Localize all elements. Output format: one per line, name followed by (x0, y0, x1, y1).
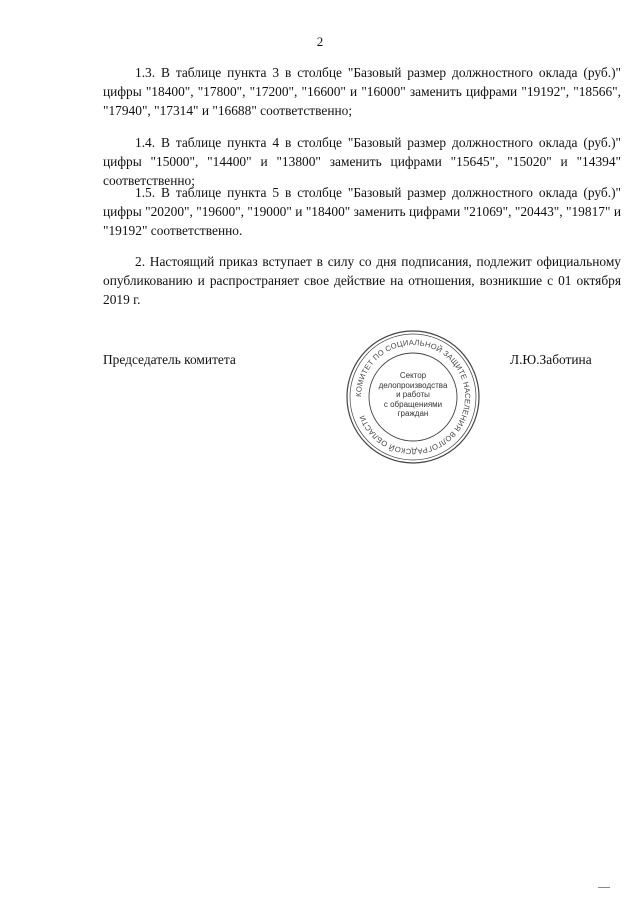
paragraph-1-5-text: 1.5. В таблице пункта 5 в столбце "Базовый размер должностного оклада (руб.)" цифры "20200", "19600", "19000" и "18400" заменить цифрами "21069", "20443", "19817" и "19192" соответственно. (103, 185, 621, 238)
stamp-ring-textpath: КОМИТЕТ ПО СОЦИАЛЬНОЙ ЗАЩИТЕ НАСЕЛЕНИЯ ВОЛГОГРАДСКОЙ ОБЛАСТИ (353, 337, 473, 457)
stamp-line-2: делопроизводства (378, 380, 448, 390)
stamp-line-5: граждан (397, 409, 429, 418)
paragraph-1-4-text: 1.4. В таблице пункта 4 в столбце "Базовый размер должностного оклада (руб.)" цифры "15000", "14400" и "13800" заменить цифрами "15645", "15020" и "14394" соответственно; (103, 135, 621, 188)
paragraph-1-4 (103, 133, 621, 190)
paragraph-2-text: 2. Настоящий приказ вступает в силу со дня подписания, подлежит официальному опубликованию и распространяет свое действие на отношения, возникшие с 01 октября 2019 г. (103, 254, 621, 307)
signatory-name: Л.Ю.Заботина (510, 352, 592, 367)
stamp-line-1: Сектор (399, 371, 427, 380)
signatory-title: Председатель комитета (103, 352, 236, 367)
scan-corner-mark (598, 887, 610, 888)
official-stamp (343, 327, 483, 467)
page-number: 2 (316, 34, 324, 49)
paragraph-1-3-text: 1.3. В таблице пункта 3 в столбце "Базовый размер должностного оклада (руб.)" цифры "18400", "17800", "17200", "16600" и "16000" заменить цифрами "19192", "18566", "17940", "17314" и "16688" соответственно; (103, 65, 621, 118)
paragraph-1-3 (103, 63, 621, 120)
stamp-line-3: и работы (396, 390, 430, 399)
stamp-center-text (378, 371, 448, 419)
paragraph-2 (103, 252, 621, 309)
paragraph-1-5 (103, 183, 621, 240)
stamp-line-4: с обращениями (383, 399, 443, 409)
